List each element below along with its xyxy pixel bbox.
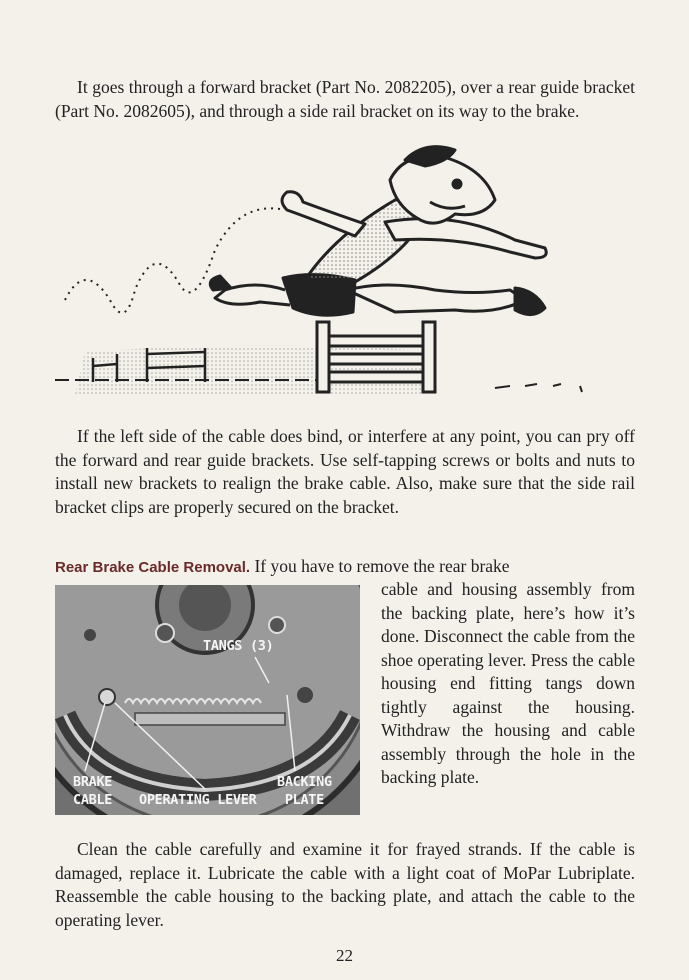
callout-brake-cable-line2: CABLE — [73, 792, 113, 808]
section-heading-line — [55, 555, 635, 580]
paragraph-bracket-realign: If the left side of the cable does bind, or interfere at any point, you can pry off the forward and rear guide brackets. Use self-tapping screws or bolts and nuts to install new brackets to realign the brake cable. Also, make sure that the side rail bracket clips are properly secured on the bracket. — [55, 426, 635, 517]
callout-brake-cable-line1: BRAKE — [73, 774, 113, 790]
callout-backing-plate — [277, 773, 332, 809]
paragraph-removal-first-line: If you have to remove the rear brake — [254, 556, 510, 576]
hurdler-cartoon-illustration — [55, 140, 635, 400]
section-heading-rear-brake-cable-removal: Rear Brake Cable Removal. — [55, 559, 251, 576]
callout-backing-plate-line1: BACKING — [277, 774, 332, 790]
paragraph-bracket-routing: It goes through a forward bracket (Part No. 2082205), over a rear guide bracket (Part No. 2082605), and through a side rail bracket on its way to the brake. — [55, 77, 635, 121]
callout-tangs: TANGS (3) — [203, 638, 274, 654]
page-number: 22 — [336, 946, 353, 965]
paragraph-clean-and-lubricate: Clean the cable carefully and examine it for frayed strands. If the cable is damaged, replace it. Lubricate the cable with a light coat of MoPar Lubriplate. Reassemble the cable housing to the backing plate, and attach the cable to the operating lever. — [55, 839, 635, 930]
hurdler-drawing — [55, 140, 635, 400]
callout-brake-cable — [73, 773, 112, 809]
paragraph-removal-steps: cable and housing assembly from the backing plate, here’s how it’s done. Disconnect the cable from the shoe operating lever. Press the cable housing end fitting tangs down tightly against the housing. Withdraw the housing and cable assembly through the hole in the backing plate. — [381, 579, 635, 787]
brake-assembly-photo — [55, 585, 360, 815]
callout-operating-lever: OPERATING LEVER — [139, 792, 257, 808]
callout-backing-plate-line2: PLATE — [284, 792, 324, 808]
